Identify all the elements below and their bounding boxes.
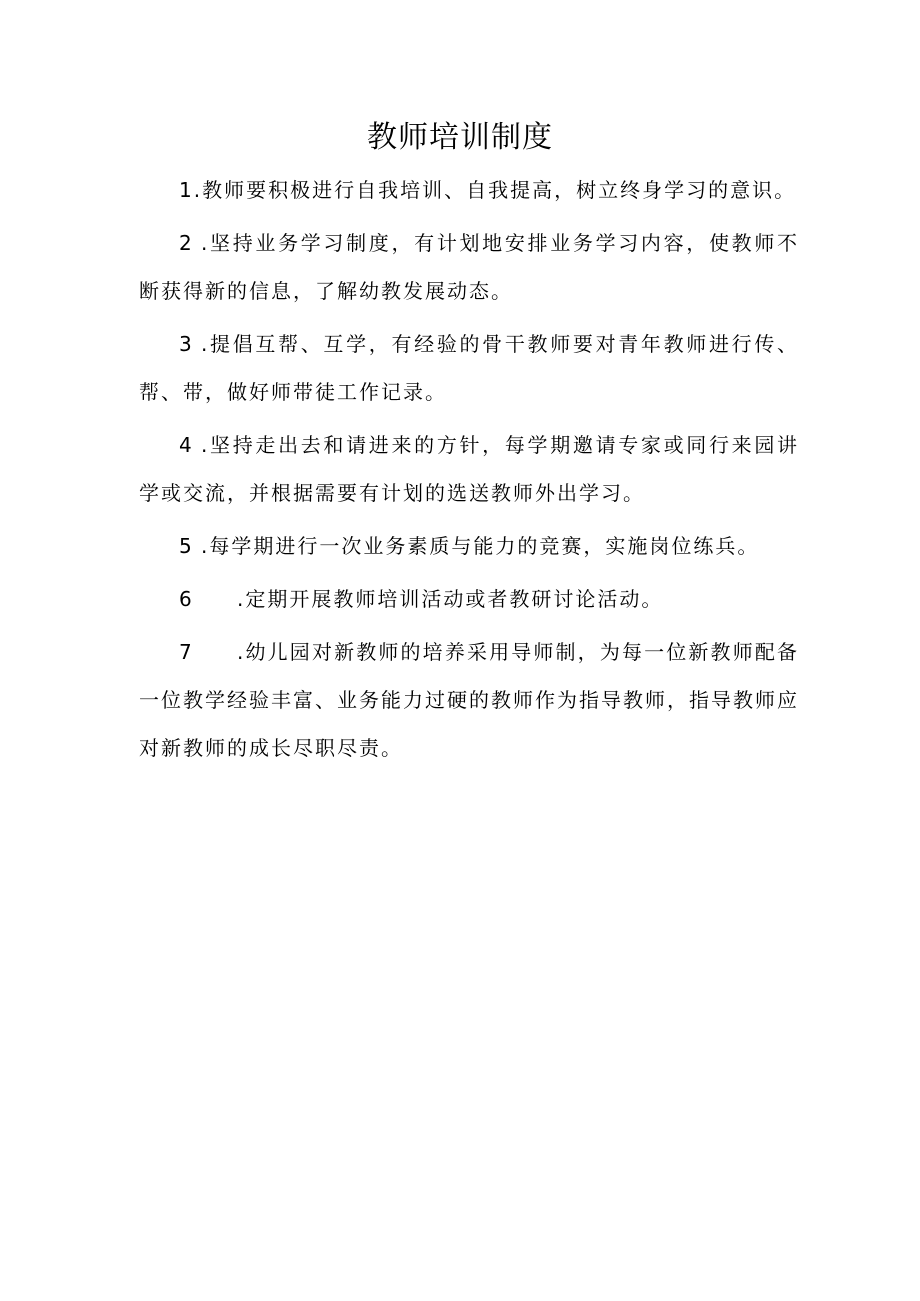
- paragraph-number: 2: [179, 231, 194, 255]
- paragraph-number: 1: [179, 178, 194, 202]
- paragraph-1: [139, 166, 799, 214]
- paragraph-number: 6: [179, 587, 194, 611]
- paragraph-2: [139, 219, 799, 315]
- document-title: 教师培训制度: [367, 120, 553, 155]
- paragraph-4: [139, 421, 799, 517]
- paragraph-7: [139, 628, 799, 772]
- paragraph-number: 4: [179, 433, 194, 457]
- paragraph-text: .定期开展教师培训活动或者教研讨论活动。: [237, 587, 664, 611]
- paragraph-5: [139, 522, 799, 570]
- paragraph-number: 7: [179, 640, 194, 664]
- paragraph-number: 3: [179, 332, 194, 356]
- paragraph-3: [139, 320, 799, 416]
- paragraph-number: 5: [179, 534, 194, 558]
- paragraph-text: .坚持业务学习制度，有计划地安排业务学习内容，使教师不断获得新的信息，了解幼教发展动态。: [139, 231, 799, 303]
- paragraph-text: .幼儿园对新教师的培养采用导师制，为每一位新教师配备一位教学经验丰富、业务能力过硬的教师作为指导教师，指导教师应对新教师的成长尽职尽责。: [139, 640, 799, 760]
- paragraph-text: .提倡互帮、互学，有经验的骨干教师要对青年教师进行传、帮、带，做好师带徒工作记录。: [139, 332, 799, 404]
- paragraph-text: .坚持走出去和请进来的方针，每学期邀请专家或同行来园讲学或交流，并根据需要有计划的选送教师外出学习。: [139, 433, 799, 505]
- paragraph-text: .每学期进行一次业务素质与能力的竞赛，实施岗位练兵。: [201, 534, 760, 558]
- paragraph-text: .教师要积极进行自我培训、自我提高，树立终身学习的意识。: [193, 178, 797, 202]
- paragraph-6: [139, 575, 799, 623]
- document-body: [139, 166, 799, 777]
